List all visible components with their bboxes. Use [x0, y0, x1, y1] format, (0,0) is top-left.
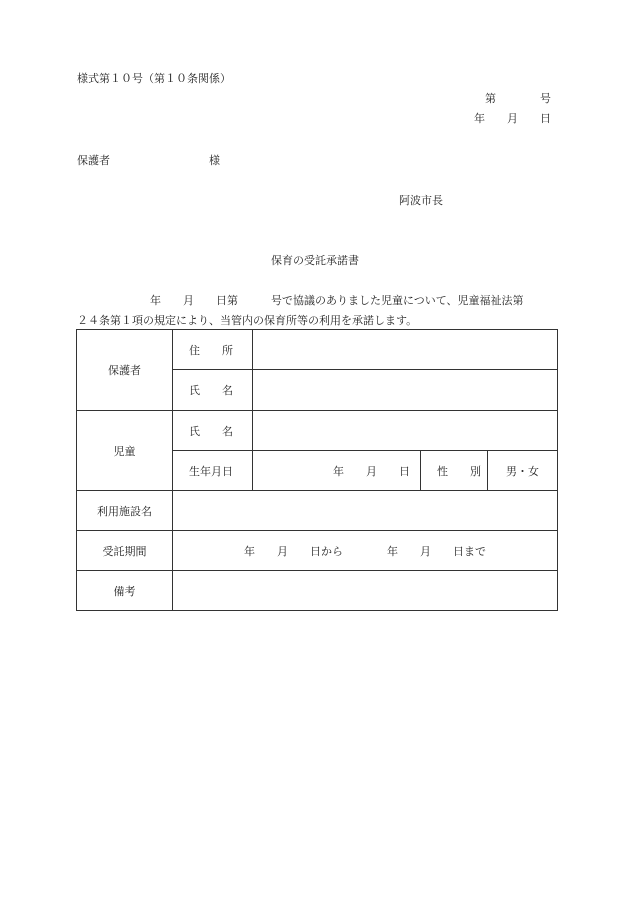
document-number-line: 第 号	[485, 92, 551, 105]
dob-field[interactable]: 年 月 日	[253, 451, 421, 491]
guardian-name-label: 氏 名	[173, 370, 253, 411]
dob-label: 生年月日	[173, 451, 253, 491]
body-text-line-2: ２４条第１項の規定により、当管内の保育所等の利用を承諾します。	[77, 314, 418, 327]
notes-label: 備考	[77, 571, 173, 611]
child-label: 児童	[77, 411, 173, 491]
child-name-label: 氏 名	[173, 411, 253, 451]
addressee-line: 保護者 様	[77, 154, 220, 167]
form-number: 様式第１０号（第１０条関係）	[77, 72, 231, 85]
consent-form-table	[76, 329, 558, 611]
facility-label: 利用施設名	[77, 491, 173, 531]
child-name-field[interactable]	[253, 411, 558, 451]
facility-field[interactable]	[173, 491, 558, 531]
period-label: 受託期間	[77, 531, 173, 571]
period-field[interactable]: 年 月 日から 年 月 日まで	[173, 531, 558, 571]
notes-field[interactable]	[173, 571, 558, 611]
guardian-name-field[interactable]	[253, 370, 558, 411]
body-text-line-1: 年 月 日第 号で協議のありました児童について、児童福祉法第	[150, 294, 524, 307]
document-date-line: 年 月 日	[474, 112, 551, 125]
address-field[interactable]	[253, 330, 558, 370]
sex-field[interactable]: 男・女	[488, 451, 558, 491]
issuer-name: 阿波市長	[399, 194, 443, 207]
guardian-label: 保護者	[77, 330, 173, 411]
sex-label: 性 別	[421, 451, 488, 491]
document-title: 保育の受託承諾書	[271, 254, 359, 267]
address-label: 住 所	[173, 330, 253, 370]
